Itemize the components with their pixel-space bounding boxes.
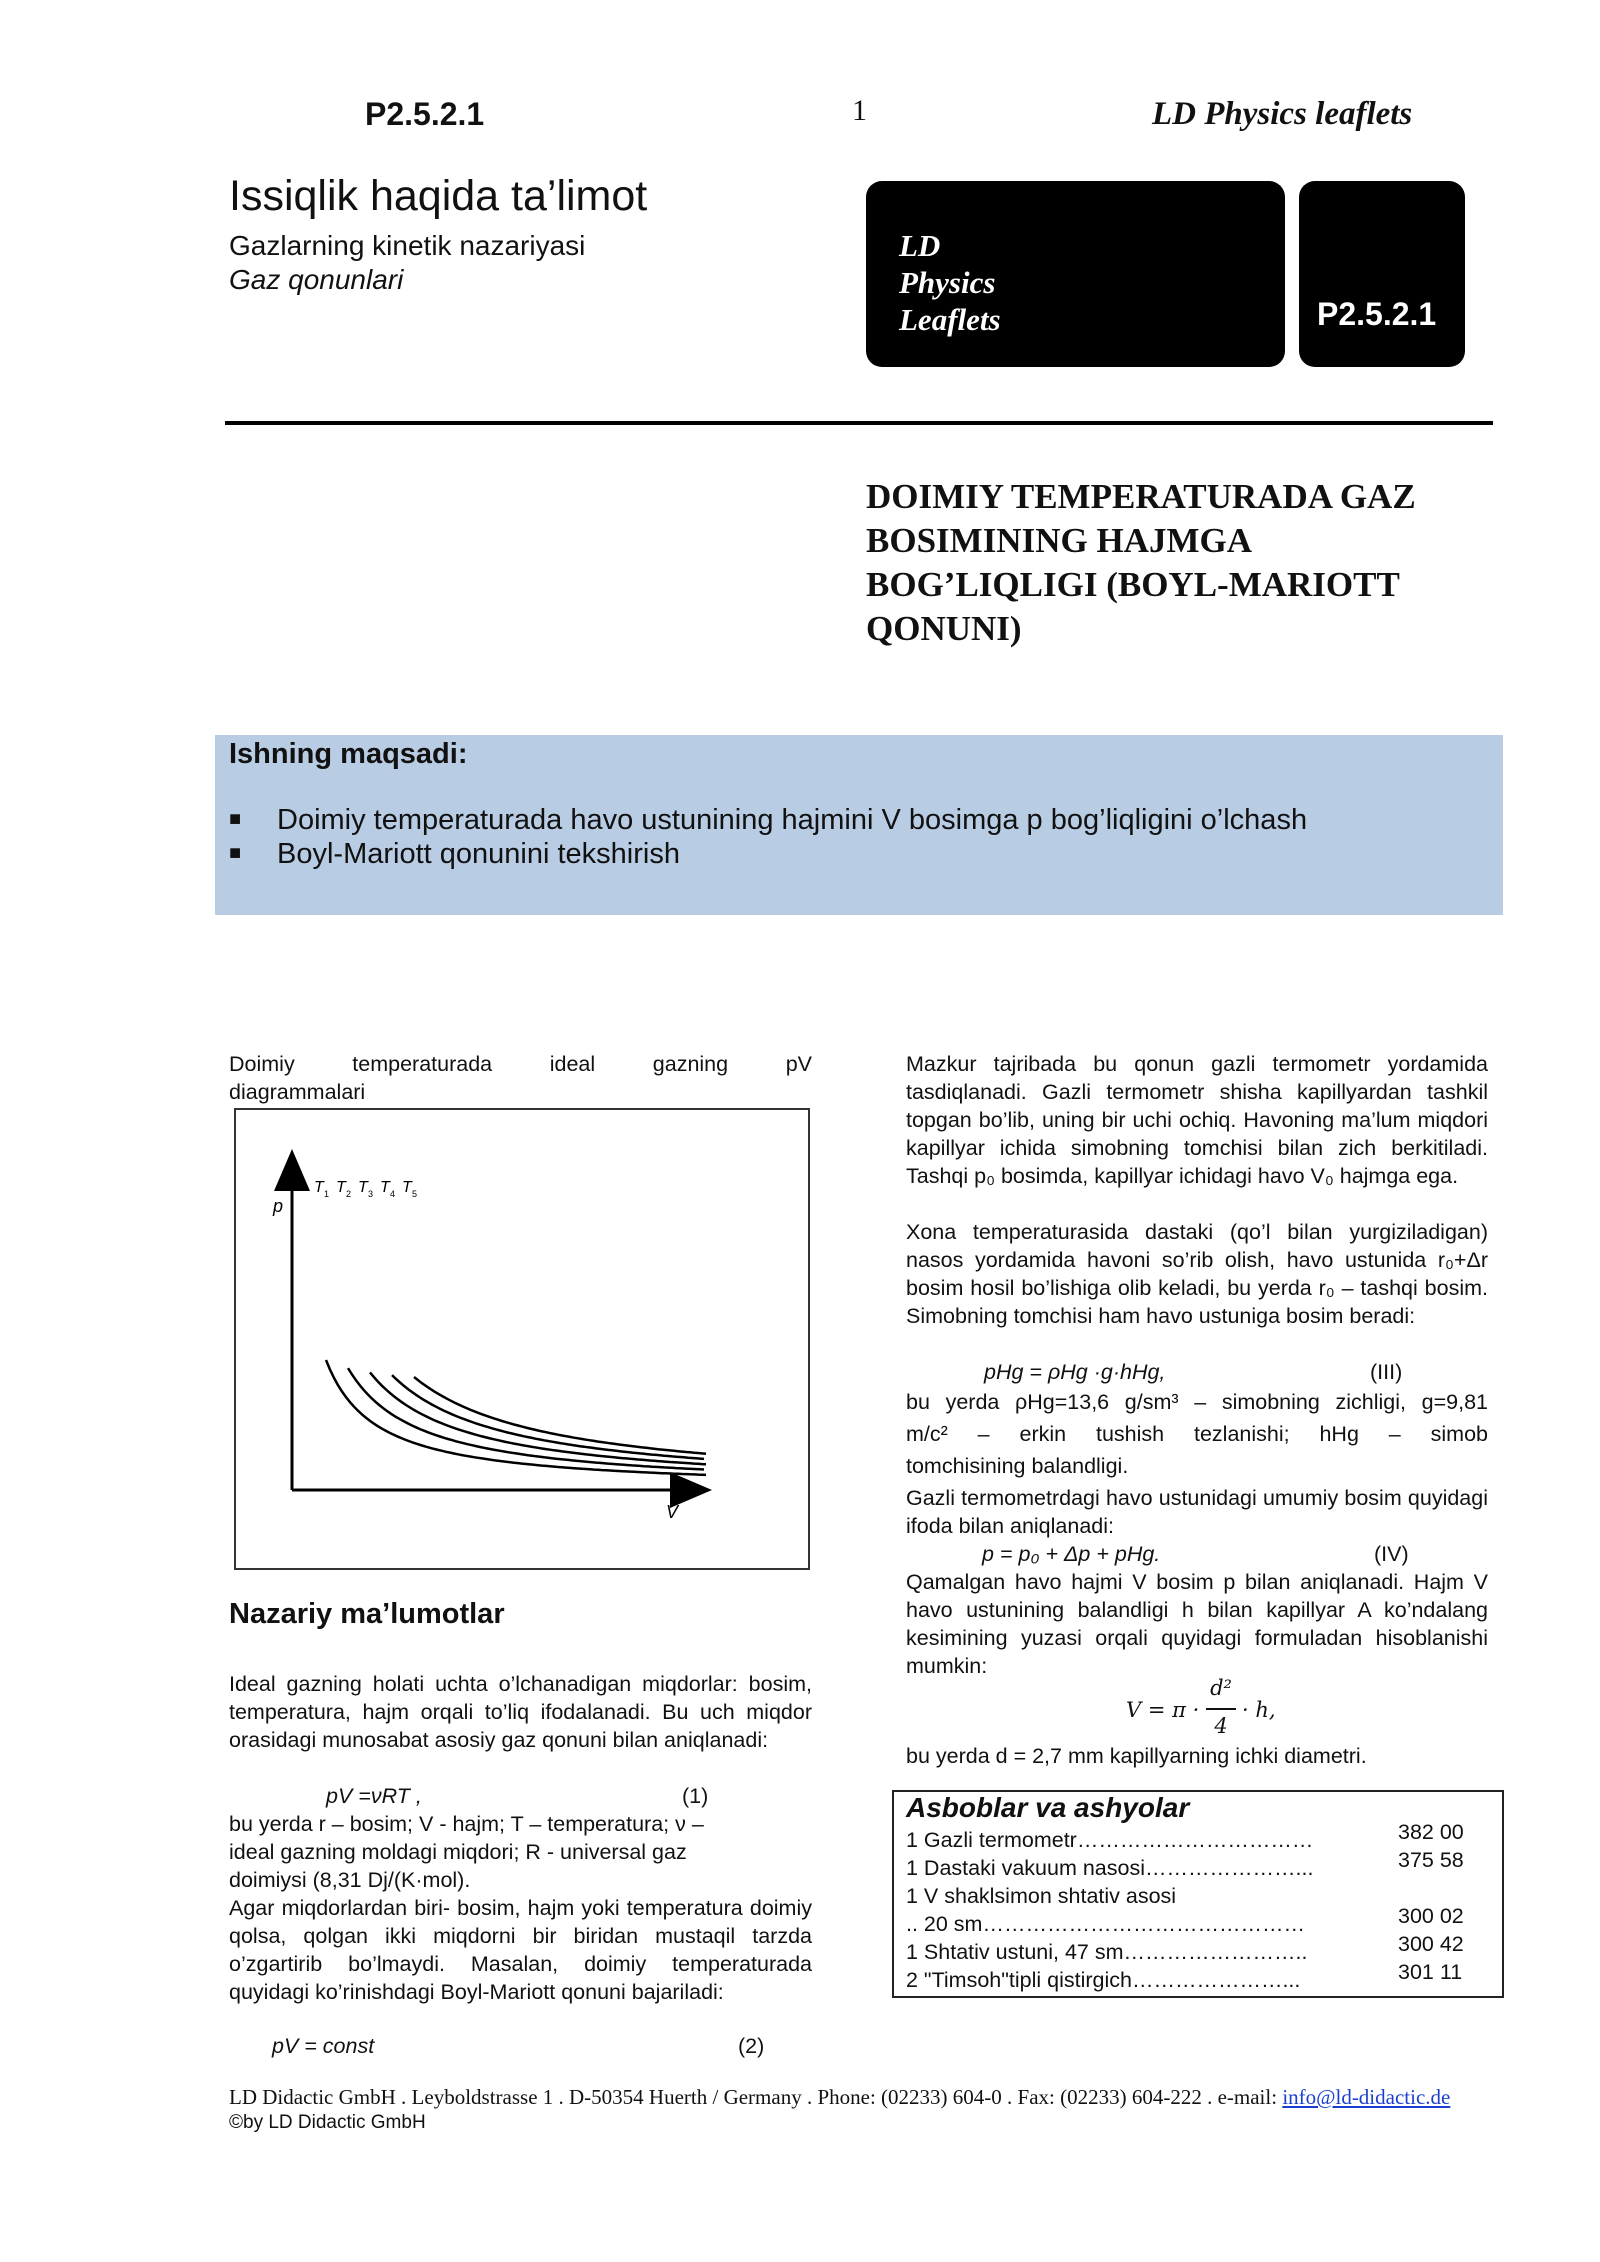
page-number: 1 bbox=[852, 94, 867, 127]
equipment-item: 2 "Timsoh"tipli qistirgich…………………... bbox=[906, 1968, 1301, 1992]
equation-3-number: (III) bbox=[1370, 1360, 1403, 1384]
method-paragraph-5: Qamalgan havo hajmi V bosim p bilan aniqlanadi. Hajm V havo ustunining balandligi h bilan kapillyar A ko’ndalang kesimining yuzasi orqali quyidagi formuladan hisoblanishi mumkin: bbox=[906, 1570, 1488, 1678]
isotherm-label: T bbox=[380, 1179, 390, 1196]
brand-name: LD Physics leaflets bbox=[1152, 96, 1413, 132]
logo-code: P2.5.2.1 bbox=[1317, 296, 1437, 332]
topic-subsubtitle: Gaz qonunlari bbox=[229, 264, 404, 295]
topic-subtitle: Gazlarning kinetik nazariyasi bbox=[229, 230, 586, 261]
isotherm-label-subscript: 1 bbox=[324, 1189, 330, 1199]
p-axis-label: p bbox=[273, 1196, 284, 1216]
logo-code-badge bbox=[1299, 181, 1465, 367]
isotherm-curve bbox=[392, 1375, 704, 1459]
theory-paragraph-1: Ideal gazning holati uchta o’lchanadigan miqdorlar: bosim, temperatura, hajm orqali to’liq ifodalanadi. Bu uch miqdor orasidagi munosabat asosiy gaz qonuni bilan aniqlanadi: bbox=[229, 1672, 812, 1752]
bullet-icon: ■ bbox=[229, 842, 242, 864]
theory-heading: Nazariy ma’lumotlar bbox=[229, 1598, 505, 1630]
experiment-title: DOIMIY TEMPERATURADA GAZ BOSIMINING HAJMGA BOG’LIQLIGI (BOYL-MARIOTT QONUNI) bbox=[866, 477, 1416, 648]
equation-1: pV =νRT , bbox=[326, 1784, 422, 1808]
pv-diagram-figure bbox=[234, 1108, 810, 1570]
equipment-item: 1 Gazli termometr…………………………… bbox=[906, 1828, 1314, 1852]
method-paragraph-1: Mazkur tajribada bu qonun gazli termometr yordamida tasdiqlanadi. Gazli termometr shisha kapillyardan tashkil topgan bo’lib, uning bir uchi ochiq. Havoning ma’lum miqdori kapillyar ichida simobning tomchisi bilan zich berkitiladi. Tashqi p₀ bosimda, kapillyar ichidagi havo V₀ hajmga ega. bbox=[906, 1052, 1488, 1188]
footer-address-text: LD Didactic GmbH . Leyboldstrasse 1 . D-50354 Huerth / Germany . Phone: (02233) 604-0 . Fax: (02233) 604-222 . e-mail: bbox=[229, 2085, 1283, 2109]
method-paragraph-3-line1: bu yerda ρHg=13,6 g/sm³ – simobning zichligi, g=9,81 bbox=[906, 1390, 1488, 1414]
equation-2: pV = const bbox=[272, 2034, 375, 2058]
isotherm-label: T bbox=[358, 1179, 368, 1196]
theory-paragraph-3: Agar miqdorlardan biri- bosim, hajm yoki temperatura doimiy qolsa, qolgan ikki miqdorni bir biridan mustaqil tarzda o’zgartirib bo’lmaydi. Masalan, doimiy temperaturada quyidagi ko’rinishdagi Boyl-Mariott qonuni bajariladi: bbox=[229, 1896, 812, 2004]
isotherm-label: T bbox=[402, 1179, 412, 1196]
equipment-catalog-number: 300 02 bbox=[1398, 1904, 1464, 1928]
equation-4-number: (IV) bbox=[1374, 1542, 1409, 1566]
method-paragraph-2: Xona temperaturasida dastaki (qo’l bilan yurgiziladigan) nasos yordamida havoni so’rib olish, havo ustunida r₀+Δr bosim hosil bo’lishiga olib keladi, bu yerda r₀ – tashqi bosim. Simobning tomchisi ham havo ustuniga bosim beradi: bbox=[906, 1220, 1488, 1328]
isotherm-label-subscript: 3 bbox=[368, 1189, 374, 1199]
figure-caption-line2: diagrammalari bbox=[229, 1080, 366, 1104]
equation-5-right: · h, bbox=[1242, 1698, 1276, 1722]
method-paragraph-4: Gazli termometrdagi havo ustunidagi umumiy bosim quyidagi ifoda bilan aniqlanadi: bbox=[906, 1486, 1488, 1538]
topic-title: Issiqlik haqida ta’limot bbox=[229, 172, 648, 220]
isotherm-label-subscript: 5 bbox=[412, 1189, 418, 1199]
bullet-icon: ■ bbox=[229, 808, 242, 830]
objective-heading: Ishning maqsadi: bbox=[229, 738, 468, 770]
equation-5-denominator: 4 bbox=[1214, 1714, 1228, 1738]
footer-email-link[interactable]: info@ld-didactic.de bbox=[1282, 2085, 1451, 2109]
equation-1-number: (1) bbox=[682, 1784, 709, 1808]
copyright: ©by LD Didactic GmbH bbox=[229, 2112, 426, 2133]
logo-line-3: Leaflets bbox=[899, 302, 1001, 337]
ld-physics-logo bbox=[866, 181, 1285, 367]
isotherm-label: T bbox=[336, 1179, 346, 1196]
fraction-bar bbox=[1206, 1708, 1236, 1710]
isotherm-curve bbox=[370, 1372, 706, 1464]
equation-3: pHg = ρHg ·g·hHg, bbox=[984, 1360, 1166, 1384]
isotherm-label-subscript: 4 bbox=[390, 1189, 396, 1199]
equipment-catalog-number: 300 42 bbox=[1398, 1932, 1464, 1956]
method-paragraph-3-line2: m/c² – erkin tushish tezlanishi; hHg – simob bbox=[906, 1422, 1488, 1446]
theory-paragraph-2-line3: doimiysi (8,31 Dj/(K·mol). bbox=[229, 1868, 471, 1892]
equipment-catalog-number: 301 11 bbox=[1398, 1960, 1463, 1984]
theory-paragraph-2-line1: bu yerda r – bosim; V - hajm; T – temperatura; ν – bbox=[229, 1812, 704, 1836]
equipment-item: 1 Shtativ ustuni, 47 sm…………………….. bbox=[906, 1940, 1308, 1964]
equation-2-number: (2) bbox=[738, 2034, 765, 2058]
equipment-item: 1 V shaklsimon shtativ asosi bbox=[906, 1884, 1177, 1908]
header-divider bbox=[225, 421, 1493, 425]
equipment-item: 1 Dastaki vakuum nasosi…………………... bbox=[906, 1856, 1314, 1880]
equipment-heading: Asboblar va ashyolar bbox=[906, 1792, 1190, 1823]
logo-line-2: Physics bbox=[899, 265, 996, 300]
isotherm-label: T bbox=[314, 1179, 324, 1196]
method-paragraph-6: bu yerda d = 2,7 mm kapillyarning ichki diametri. bbox=[906, 1744, 1367, 1768]
isotherm-curve bbox=[326, 1360, 706, 1475]
equation-5-left: V = π · bbox=[1126, 1698, 1200, 1722]
v-axis-label: V bbox=[666, 1502, 679, 1522]
equation-5-numerator: d² bbox=[1210, 1676, 1232, 1700]
figure-caption-line1: Doimiy temperaturada ideal gazning pV bbox=[229, 1052, 812, 1076]
objective-item-text: Doimiy temperaturada havo ustunining hajmini V bosimga p bog’liqligini o’lchash bbox=[277, 804, 1308, 836]
equipment-item: .. 20 sm……………………………………… bbox=[906, 1912, 1305, 1936]
objective-item-text: Boyl-Mariott qonunini tekshirish bbox=[277, 838, 680, 870]
pv-diagram bbox=[236, 1110, 808, 1568]
method-paragraph-3-line3: tomchisining balandligi. bbox=[906, 1454, 1129, 1478]
theory-paragraph-2-line2: ideal gazning moldagi miqdori; R - universal gaz bbox=[229, 1840, 687, 1864]
leaflet-code: P2.5.2.1 bbox=[365, 96, 485, 132]
equipment-catalog-number: 382 00 bbox=[1398, 1820, 1464, 1844]
equation-4: p = p₀ + Δp + pHg. bbox=[982, 1542, 1161, 1566]
logo-line-1: LD bbox=[899, 228, 941, 263]
equipment-catalog-number: 375 58 bbox=[1398, 1848, 1464, 1872]
isotherm-label-subscript: 2 bbox=[346, 1189, 352, 1199]
footer-address bbox=[229, 2085, 1450, 2110]
